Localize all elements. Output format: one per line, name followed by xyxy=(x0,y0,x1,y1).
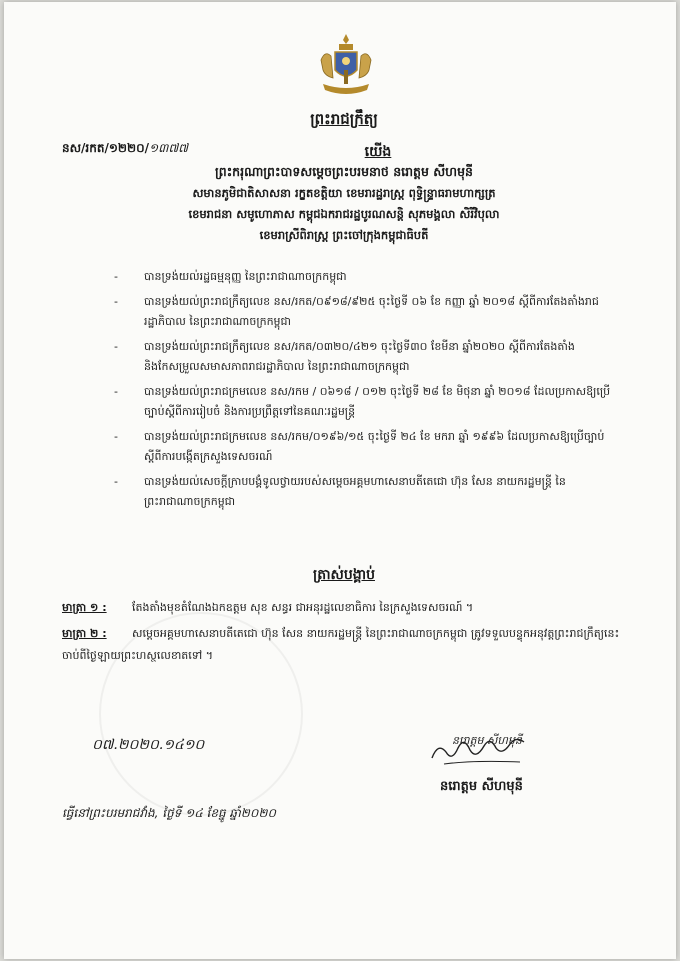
handwritten-date: ០៧.២០២០.១៤១០ xyxy=(92,737,205,753)
reference-number-printed: នស/រកត/១២២០/ xyxy=(62,141,149,155)
preamble-text: បានទ្រង់យល់ព្រះរាជក្រមលេខ នស/រកម / ០៦១៨ / ០១២ ចុះថ្ងៃទី ២៨ ខែ មិថុនា ឆ្នាំ ២០១៨ ដែលប្រកាសឱ្យប្រើច្បាប់ស្តីពីការរៀបចំ និងការប្រព្រឹត្តទៅនៃគណៈរដ្ឋមន្ត្រី xyxy=(144,385,611,418)
article-1 xyxy=(62,597,622,619)
faded-seal-stamp xyxy=(99,612,303,816)
preamble-item: - បានទ្រង់យល់ព្រះរាជក្រមលេខ នស/រកម / ០៦១៨ / ០១២ ចុះថ្ងៃទី ២៨ ខែ មិថុនា ឆ្នាំ ២០១៨ ដែលប្រកាសឱ្យប្រើច្បាប់ស្តីពីការរៀបចំ និងការប្រព្រឹត្តទៅនៃគណៈរដ្ឋមន្ត្រី xyxy=(114,385,611,418)
signer-name: នរោត្តម សីហមុនី xyxy=(440,779,523,794)
king-title-line-3: ខេមរាស្រីពិរាស្ត្រ ព្រះចៅក្រុងកម្ពុជាធិបតី xyxy=(259,228,429,242)
preamble-text: បានទ្រង់យល់ព្រះរាជក្រមលេខ នស/រកម/០១៩៦/១៥ ចុះថ្ងៃទី ២៤ ខែ មករា ឆ្នាំ ១៩៩៦ ដែលប្រកាសឱ្យប្រើច្បាប់ស្តីពីការបង្កើតក្រសួងទេសចរណ៍ xyxy=(144,430,605,463)
royal-coat-of-arms-icon xyxy=(311,30,381,100)
preamble-text: បានទ្រង់យល់រដ្ឋធម្មនុញ្ញ នៃព្រះរាជាណាចក្រកម្ពុជា xyxy=(144,270,347,283)
preamble-item: - បានទ្រង់យល់ព្រះរាជក្រឹត្យលេខ នស/រកត/០៩១៨/៩២៥ ចុះថ្ងៃទី ០៦ ខែ កញ្ញា ឆ្នាំ ២០១៨ ស្តីពីការតែងតាំងរាជរដ្ឋាភិបាល នៃព្រះរាជាណាចក្រកម្ពុជា xyxy=(114,295,599,328)
reference-number-handwritten: ១៣៧៧ xyxy=(148,141,189,155)
document-title: ព្រះរាជក្រឹត្យ xyxy=(310,110,378,128)
preamble-item: - បានទ្រង់យល់ព្រះរាជក្រមលេខ នស/រកម/០១៩៦/១៥ ចុះថ្ងៃទី ២៤ ខែ មករា ឆ្នាំ ១៩៩៦ ដែលប្រកាសឱ្យប្រើច្បាប់ស្តីពីការបង្កើតក្រសួងទេសចរណ៍ xyxy=(114,430,605,463)
heading-we: យើង xyxy=(364,144,392,160)
document-page xyxy=(4,2,676,959)
signature-script: នរោត្តម សីហមុនី xyxy=(452,734,522,747)
article-label: មាត្រា ២ : xyxy=(62,627,107,640)
king-name: ព្រះករុណាព្រះបាទសម្តេចព្រះបរមនាថ នរោត្តម សីហមុនី xyxy=(215,164,473,179)
preamble-item: - បានទ្រង់យល់ព្រះរាជក្រឹត្យលេខ នស/រកត/០៣២០/៤២១ ចុះថ្ងៃទី៣០ ខែមីនា ឆ្នាំ២០២០ ស្តីពីការតែងតាំង និងកែសម្រួលសមាសភាពរាជរដ្ឋាភិបាល នៃព្រះរាជាណាចក្រកម្ពុជា xyxy=(114,340,575,373)
preamble-item: - បានទ្រង់យល់រដ្ឋធម្មនុញ្ញ នៃព្រះរាជាណាចក្រកម្ពុជា xyxy=(114,270,347,283)
preamble-text: បានទ្រង់យល់សេចក្តីក្រាបបង្គំទូលថ្វាយរបស់សម្តេចអគ្គមហាសេនាបតីតេជោ ហ៊ុន សែន នាយករដ្ឋមន្ត្រី នៃព្រះរាជាណាចក្រកម្ពុជា xyxy=(144,475,566,508)
article-text: សម្តេចអគ្គមហាសេនាបតីតេជោ ហ៊ុន សែន នាយករដ្ឋមន្ត្រី នៃព្រះរាជាណាចក្រកម្ពុជា ត្រូវទទួលបន្ទុកអនុវត្តព្រះរាជក្រឹត្យនេះ ចាប់ពីថ្ងៃឡាយព្រះហស្ថលេខាតទៅ ។ xyxy=(62,627,620,662)
article-text: តែងតាំងមុខតំណែងឯកឧត្តម សុខ សន្ធរ ជាអនុរដ្ឋលេខាធិការ នៃក្រសួងទេសចរណ៍ ។ xyxy=(132,601,474,614)
preamble-list xyxy=(114,267,614,517)
article-label: មាត្រា ១ : xyxy=(62,601,107,614)
king-title-line-2: ខេមរាជនា សមូហោភាស កម្ពុជឯករាជរដ្ឋបូរណសន្តិ សុភមង្គលា សិរីវិបុលា xyxy=(188,207,500,221)
section-title: ត្រាស់បង្គាប់ xyxy=(313,567,375,583)
preamble-text: បានទ្រង់យល់ព្រះរាជក្រឹត្យលេខ នស/រកត/០៩១៨/៩២៥ ចុះថ្ងៃទី ០៦ ខែ កញ្ញា ឆ្នាំ ២០១៨ ស្តីពីការតែងតាំងរាជរដ្ឋាភិបាល នៃព្រះរាជាណាចក្រកម្ពុជា xyxy=(144,295,599,328)
king-title-line-1: សមានភូមិជាតិសាសនា រក្ខតខត្តិយា ខេមរារដ្ឋរាស្ត្រ ពុទ្ធិន្ទ្រាធរាមហាក្សត្រ xyxy=(192,186,496,200)
preamble-text: បានទ្រង់យល់ព្រះរាជក្រឹត្យលេខ នស/រកត/០៣២០/៤២១ ចុះថ្ងៃទី៣០ ខែមីនា ឆ្នាំ២០២០ ស្តីពីការតែងតាំង និងកែសម្រួលសមាសភាពរាជរដ្ឋាភិបាល នៃព្រះរាជាណាចក្រកម្ពុជា xyxy=(144,340,575,373)
preamble-item: - បានទ្រង់យល់សេចក្តីក្រាបបង្គំទូលថ្វាយរបស់សម្តេចអគ្គមហាសេនាបតីតេជោ ហ៊ុន សែន នាយករដ្ឋមន្ត្រី នៃព្រះរាជាណាចក្រកម្ពុជា xyxy=(114,475,566,508)
place-and-date: ធ្វើនៅព្រះបរមរាជវាំង, ថ្ងៃទី ១៤ ខែធ្នូ ឆ្នាំ២០២០ xyxy=(62,806,276,820)
